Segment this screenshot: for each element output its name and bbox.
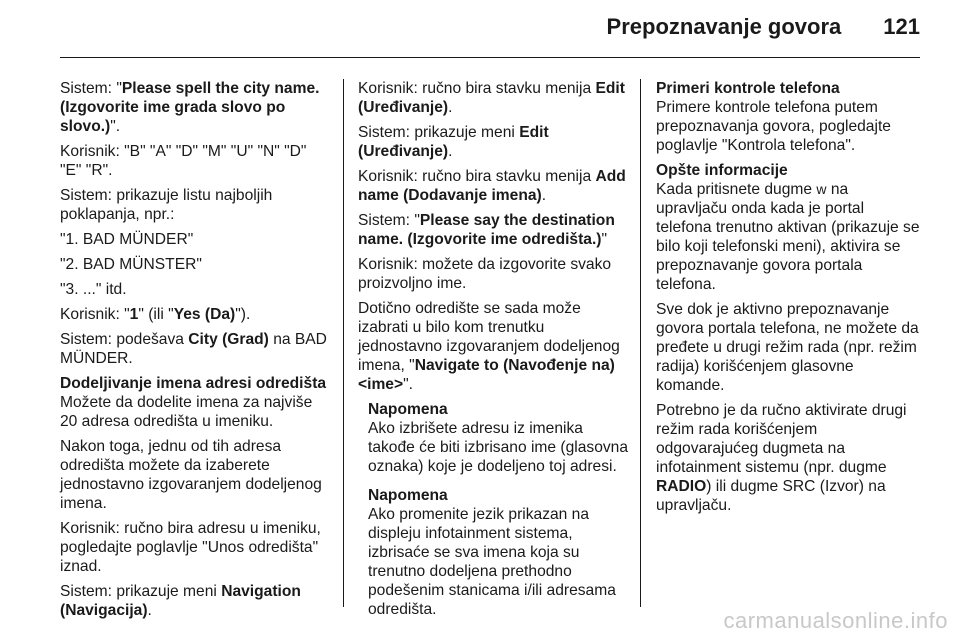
text-suffix: na upravljaču onda kada je portal telefona trenutno aktivan (prikazuje se bilo koji telefonski meni), aktivira se prepoznavanje govora portala telefona. [656, 181, 920, 293]
paragraph-user-any-name: Korisnik: možete da izgovorite svako proizvoljno ime. [358, 256, 612, 292]
text-prefix: Sistem: podešava [60, 331, 189, 348]
column-divider-right [640, 79, 641, 607]
navigate-to-bold: Navigate to (Navođenje na) <ime> [358, 357, 615, 393]
system-prompt-bold: Please spell the city name. (Izgovorite ime grada slovo po slovo.) [60, 80, 320, 135]
header-rule [60, 57, 920, 58]
radio-button-bold: RADIO [656, 478, 707, 495]
text-suffix: "). [235, 306, 251, 323]
column-right [656, 79, 922, 521]
text-suffix: " [601, 231, 608, 248]
page-title: Prepoznavanje govora [606, 14, 842, 39]
text-prefix: Sistem: prikazuje meni [60, 583, 222, 600]
text-suffix: na BAD MÜNDER. [60, 331, 327, 367]
paragraph-system-spell [60, 79, 332, 136]
text-suffix: ) ili dugme SRC (Izvor) na upravljaču. [656, 478, 886, 514]
section-heading-assign-names: Dodeljivanje imena adresi odredišta [60, 375, 327, 392]
note-delete-address [368, 400, 630, 476]
paragraph-select-by-name: Nakon toga, jednu od tih adresa odredišta možete da izaberete jednostavno izgovaranjem dodeljenog imena. [60, 438, 322, 512]
navigation-menu-bold: Navigation (Navigacija) [60, 583, 301, 619]
text-suffix: ". [403, 376, 413, 393]
system-prompt-bold: Please say the destination name. (Izgovorite ime odredišta.) [358, 212, 615, 248]
list-option-2: "2. BAD MÜNSTER" [60, 256, 202, 273]
text-suffix: . [448, 99, 453, 116]
text-prefix: Korisnik: ručno bira stavku menija [358, 80, 596, 97]
paragraph-no-mode-switch: Sve dok je aktivno prepoznavanje govora portala telefona, ne možete da pređete u drugi režim rada (npr. režim radija) korišćenjem glasovne komande. [656, 301, 919, 394]
list-option-3: "3. ..." itd. [60, 281, 127, 298]
choice-number-bold: 1 [129, 306, 139, 323]
paragraph-user-letters: Korisnik: "B" "A" "D" "M" "U" "N" "D" "E" "R". [60, 143, 307, 179]
text-suffix: . [448, 143, 453, 160]
list-option-1: "1. BAD MÜNDER" [60, 231, 194, 248]
page-header [607, 14, 920, 40]
paragraph-user-choice [60, 305, 332, 324]
add-name-bold: Add name (Dodavanje imena) [358, 168, 626, 204]
paragraph-phone-examples: Primere kontrole telefona putem prepoznavanja govora, pogledajte poglavlje "Kontrola telefona". [656, 99, 891, 154]
note-title: Napomena [368, 401, 448, 418]
column-divider-left [343, 79, 344, 607]
section-heading-general-info: Opšte informacije [656, 162, 788, 179]
text-prefix: Sistem: prikazuje meni [358, 124, 520, 141]
section-heading-phone-examples: Primeri kontrole telefona [656, 80, 840, 97]
paragraph-system-list: Sistem: prikazuje listu najboljih poklapanja, npr.: [60, 187, 273, 223]
paragraph-system-shows-navigation [60, 582, 332, 620]
edit-menu-bold: Edit (Uređivanje) [358, 124, 549, 160]
column-middle [358, 79, 630, 619]
text-suffix: ". [110, 118, 121, 135]
text-prefix: Dotično odredište se sada može izabrati u bilo kom trenutku jednostavno izgovaranjem dodeljenog imena, " [358, 300, 620, 374]
page-number: 121 [883, 14, 920, 39]
column-left [60, 79, 332, 626]
paragraph-manual-activation [656, 401, 922, 515]
text-prefix: Kada pritisnete dugme [656, 181, 817, 198]
watermark: carmanualsonline.info [723, 608, 948, 633]
edit-bold: Edit (Uređivanje) [358, 80, 625, 116]
text-mid: " (ili " [138, 306, 174, 323]
paragraph-user-selects-address: Korisnik: ručno bira adresu u imeniku, pogledajte poglavlje "Unos odredišta" iznad. [60, 520, 321, 575]
paragraph-navigate-to [358, 299, 630, 394]
text-suffix: . [541, 187, 547, 204]
voice-button-icon: w [816, 181, 827, 197]
yes-bold: Yes (Da) [173, 306, 236, 323]
paragraph-activate-phone-portal [656, 180, 922, 294]
text-suffix: . [147, 602, 152, 619]
paragraph-user-add-name [358, 167, 630, 205]
paragraph-system-say-name [358, 211, 630, 249]
paragraph-user-edit [358, 79, 630, 117]
note-change-language [368, 486, 630, 619]
text-prefix: Sistem: " [60, 80, 122, 97]
paragraph-system-sets-city [60, 330, 332, 368]
text-prefix: Sistem: " [358, 212, 420, 229]
text-prefix: Korisnik: " [60, 306, 130, 323]
note-title: Napomena [368, 487, 448, 504]
paragraph-system-edit-menu [358, 123, 630, 161]
text-prefix: Korisnik: ručno bira stavku menija [358, 168, 596, 185]
note-text: Ako promenite jezik prikazan na displeju infotainment sistema, izbrisaće se sva imena koja su trenutno dodeljena prethodno podešenim stanicama i/ili adresama odredišta. [368, 506, 616, 618]
text-prefix: Potrebno je da ručno aktivirate drugi režim rada korišćenjem odgovarajućeg dugmeta na infotainment sistemu (npr. dugme [656, 402, 907, 476]
city-bold: City (Grad) [188, 331, 269, 348]
note-text: Ako izbrišete adresu iz imenika takođe će biti izbrisano ime (glasovna oznaka) koje je dodeljeno toj adresi. [368, 420, 629, 475]
paragraph-assign-names-intro: Možete da dodelite imena za najviše 20 adresa odredišta u imeniku. [60, 394, 313, 430]
